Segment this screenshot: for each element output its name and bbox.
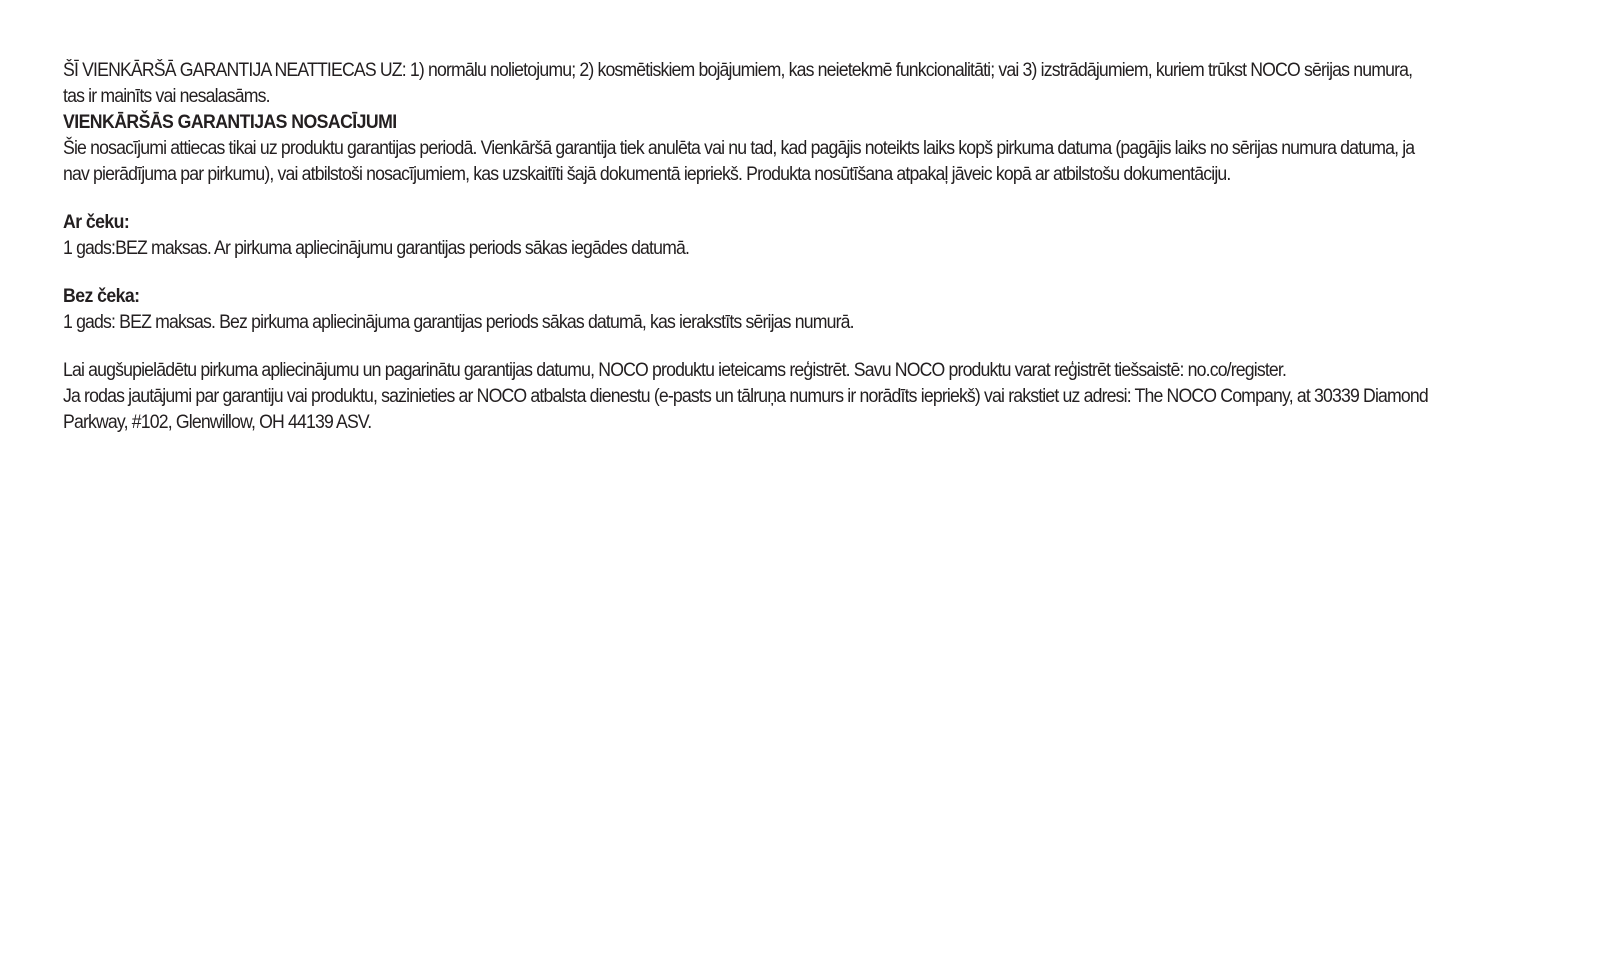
conditions-body: Šie nosacījumi attiecas tikai uz produktu garantijas periodā. Vienkāršā garantija tiek anulēta vai nu tad, kad pagājis noteikts laiks kopš pirkuma datuma (pagājis laiks no sērijas numura datuma, ja nav pierādījuma par pirkumu), vai atbilstoši nosacījumiem, kas uzskaitīti šajā dokumentā iepriekš. Produkta nosūtīšana atpakaļ jāveic kopā ar atbilstošu dokumentāciju.: [63, 138, 1415, 185]
without-receipt-heading: Bez čeka:: [63, 286, 140, 307]
warranty-document: [63, 58, 1430, 458]
contact-section: [63, 358, 1430, 436]
without-receipt-section: [63, 284, 1430, 336]
conditions-heading: VIENKĀRŠĀS GARANTIJAS NOSACĪJUMI: [63, 112, 397, 133]
conditions-section: [63, 110, 1430, 188]
exclusions-paragraph: ŠĪ VIENKĀRŠĀ GARANTIJA NEATTIECAS UZ: 1) normālu nolietojumu; 2) kosmētiskiem bojājumiem, kas neietekmē funkcionalitāti; vai 3) izstrādājumiem, kuriem trūkst NOCO sērijas numura, tas ir mainīts vai nesalasāms.: [63, 60, 1413, 107]
with-receipt-heading: Ar čeku:: [63, 212, 130, 233]
register-paragraph: Lai augšupielādētu pirkuma apliecinājumu un pagarinātu garantijas datumu, NOCO produktu ieteicams reģistrēt. Savu NOCO produktu varat reģistrēt tiešsaistē: no.co/register.: [63, 360, 1287, 381]
without-receipt-body: 1 gads: BEZ maksas. Bez pirkuma apliecinājuma garantijas periods sākas datumā, kas ierakstīts sērijas numurā.: [63, 312, 854, 333]
questions-paragraph: Ja rodas jautājumi par garantiju vai produktu, sazinieties ar NOCO atbalsta dienestu (e-pasts un tālruņa numurs ir norādīts iepriekš) vai rakstiet uz adresi: The NOCO Company, at 30339 Diamond Parkway, #102, Glenwillow, OH 44139 ASV.: [63, 386, 1428, 433]
with-receipt-body: 1 gads:BEZ maksas. Ar pirkuma apliecinājumu garantijas periods sākas iegādes datumā.: [63, 238, 690, 259]
with-receipt-section: [63, 210, 1430, 262]
